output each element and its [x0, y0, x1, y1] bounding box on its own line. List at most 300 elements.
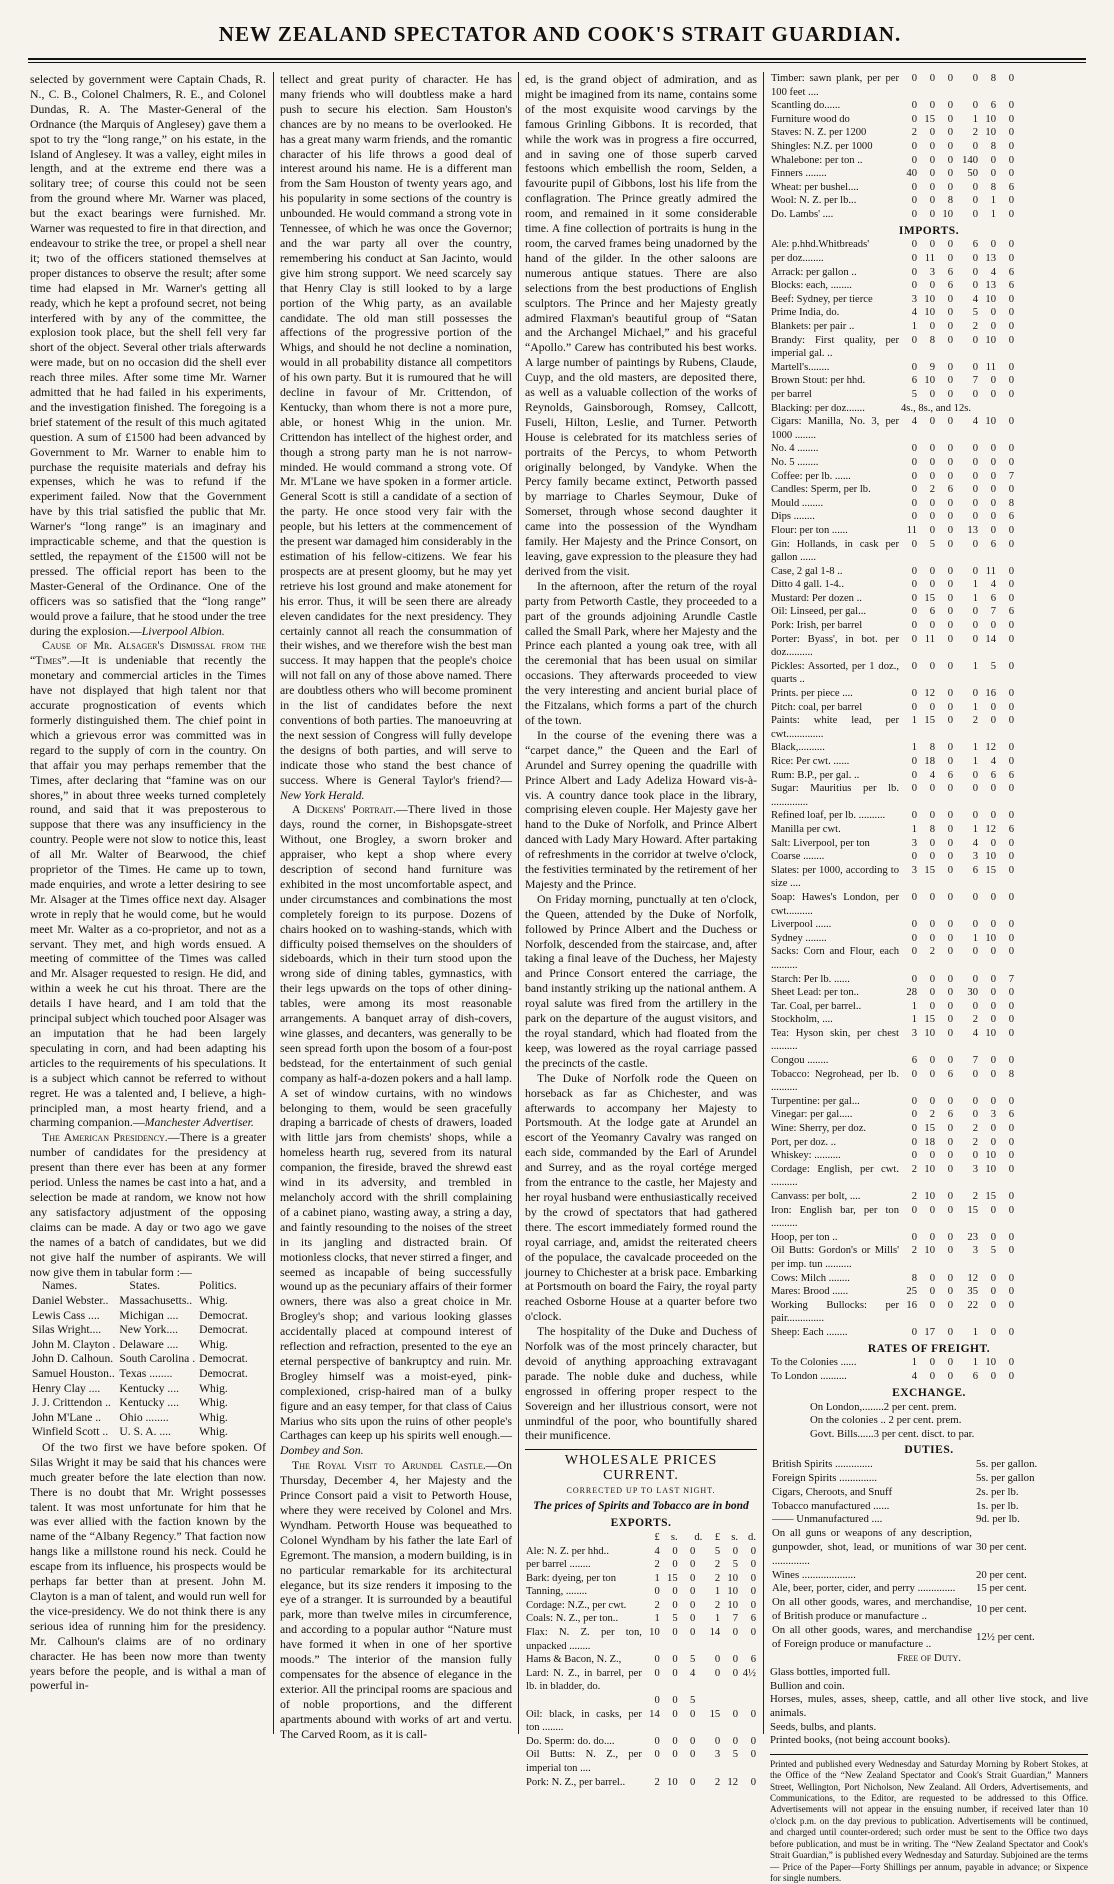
price-value: 0	[929, 511, 935, 523]
price-value: 0	[1008, 1272, 1014, 1284]
price-value: 0	[732, 1654, 738, 1666]
price-item: Prime India, do.	[771, 307, 840, 319]
price-value: 0	[947, 1326, 953, 1338]
price-item: Porter: Byass', in bot. per doz..........	[771, 633, 899, 659]
price-value: 4	[972, 837, 978, 849]
import-row	[770, 1163, 1015, 1190]
export-row	[770, 113, 1015, 127]
price-value: 0	[1008, 1286, 1014, 1298]
price-value: 0	[947, 470, 953, 482]
price-value: 6	[947, 769, 953, 781]
article-paragraph: The Royal Visit to Arundel Castle.—On Thursday, December 4, her Majesty and the Prince Consort paid a visit to Petworth House, where they were received by Colonel and Mrs. Wyndham. Petworth House was bequeathed to Colonel Wyndham by his father the late Earl of Egremont. The mansion, a modern building, is in no particular remarkable for its architectural elegance, but its size renders it imposing to the eye of a stranger. It is surrounded by a beautiful park, more than twelve miles in circumference, and according to a popular author “Nature must have formed it when in one of her sportive moods.” The interior of the mansion fully compensates for the absence of elegance in the exterior. All the principal rooms are spacious and of noble proportions, and the different apartments abound with works of art and vertu. The Carved Room, as it is call-	[280, 1458, 512, 1741]
price-value: 0	[714, 1667, 721, 1679]
price-value: 0	[1008, 742, 1014, 754]
price-value: 0	[672, 1749, 678, 1761]
price-value: 0	[947, 1371, 953, 1383]
free-item: Printed books, (not being account books).	[770, 1734, 951, 1747]
price-value: 0	[929, 837, 935, 849]
price-value: 0	[714, 1735, 721, 1747]
price-value: 0	[947, 688, 953, 700]
export-row	[525, 1572, 757, 1586]
price-value: 0	[947, 1272, 953, 1284]
price-value: 0	[911, 73, 917, 84]
table-row	[30, 1411, 250, 1426]
price-value: 0	[690, 1599, 696, 1611]
price-value: 6	[972, 864, 978, 876]
exchange-list	[770, 1401, 1088, 1442]
export-row	[525, 1694, 757, 1708]
price-value: 0	[990, 484, 996, 496]
price-value: 0	[1008, 127, 1014, 139]
price-item: Pitch: coal, per barrel	[771, 701, 863, 713]
price-value: 0	[1008, 1055, 1014, 1067]
price-value: 0	[911, 470, 917, 482]
price-item: Liverpool ......	[771, 919, 832, 931]
unit-label: £	[714, 1531, 721, 1543]
price-value: 0	[911, 565, 917, 577]
price-value: 0	[972, 1068, 978, 1080]
price-value: 0	[911, 1204, 917, 1216]
import-row	[770, 524, 1015, 538]
price-value: 0	[947, 1014, 953, 1026]
price-value: 0	[947, 140, 953, 152]
import-row	[770, 864, 1015, 891]
price-item: Sacks: Corn and Flour, each ..........	[771, 946, 899, 971]
price-value: 0	[947, 606, 953, 618]
price-value: 0	[911, 851, 917, 863]
price-item: Sheep: Each ........	[771, 1326, 848, 1338]
price-value: 10	[985, 1027, 996, 1039]
price-value: 0	[947, 1095, 953, 1107]
import-row	[770, 945, 1015, 972]
price-value: 0	[929, 1357, 935, 1369]
price-value: 0	[732, 1667, 738, 1679]
import-row	[770, 320, 1015, 334]
import-row	[770, 782, 1015, 809]
import-row	[770, 1149, 1015, 1163]
price-value: 0	[947, 1299, 953, 1311]
import-row	[770, 918, 1015, 932]
price-value: 0	[990, 620, 996, 632]
price-value: 0	[750, 1586, 756, 1598]
price-value: 0	[947, 456, 953, 468]
price-value: 0	[1008, 987, 1014, 999]
unit-label: s.	[670, 1531, 678, 1543]
price-value: 1	[972, 579, 978, 591]
price-value: 0	[972, 606, 978, 618]
price-value: 6	[990, 592, 996, 604]
candidate-name: Daniel Webster..	[32, 1294, 109, 1307]
import-row	[770, 973, 1015, 987]
price-value: 1	[972, 756, 978, 767]
price-value: 3	[911, 293, 917, 305]
price-value: 3	[714, 1749, 721, 1761]
price-value: 140	[962, 154, 978, 166]
price-item: Prints. per piece ....	[771, 688, 853, 700]
price-value: 2	[911, 127, 917, 139]
price-value: 0	[672, 1599, 678, 1611]
price-value: 0	[947, 810, 953, 822]
price-value: 0	[990, 168, 996, 180]
price-item: Oil: black, in casks, per ton ........	[526, 1708, 642, 1734]
price-item: Brandy: First quality, per imperial gal. ..	[771, 334, 899, 360]
price-value: 0	[911, 1123, 917, 1135]
price-value: 5	[929, 538, 935, 550]
price-value: 0	[947, 660, 953, 672]
price-value: 8	[929, 742, 935, 754]
price-item: Rum: B.P., per gal. ..	[771, 769, 860, 781]
price-value: 0	[911, 140, 917, 152]
price-value: 0	[972, 361, 978, 373]
price-value: 0	[911, 810, 917, 822]
price-item: Blacking: per doz.......	[771, 402, 865, 414]
price-value: 0	[654, 1749, 660, 1761]
price-item: To London ..........	[771, 1371, 847, 1383]
price-item: Hams & Bacon, N. Z.,	[526, 1654, 622, 1666]
price-value: 0	[972, 181, 978, 193]
price-value: 0	[1008, 864, 1014, 876]
candidate-politics: Democrat.	[199, 1308, 248, 1322]
export-row	[525, 1708, 757, 1735]
price-value: 0	[911, 660, 917, 672]
masthead-rule	[28, 58, 1086, 60]
price-value: 0	[947, 823, 953, 835]
price-value: 0	[990, 1272, 996, 1284]
candidate-politics: Whig.	[199, 1381, 228, 1395]
price-value: 1	[714, 1613, 721, 1625]
candidate-name: Samuel Houston..	[32, 1366, 115, 1380]
price-item: Tanning, ........	[526, 1586, 588, 1598]
price-value: 0	[947, 565, 953, 577]
price-value: 15	[924, 592, 935, 604]
unit-label: £	[654, 1531, 660, 1543]
price-value: 0	[947, 1231, 953, 1243]
price-value: 0	[929, 1000, 935, 1012]
table-header: Names.	[42, 1279, 78, 1293]
price-value: 0	[911, 1150, 917, 1162]
price-value: 6	[947, 1109, 953, 1121]
price-value: 0	[911, 334, 917, 346]
duty-rate: 20 per cent.	[976, 1568, 1027, 1581]
price-value: 10	[985, 851, 996, 863]
price-value: 0	[990, 375, 996, 387]
duties-heading: DUTIES.	[904, 1444, 954, 1457]
price-value: 0	[911, 511, 917, 523]
export-row	[770, 208, 1015, 222]
import-row	[770, 1013, 1015, 1027]
article-paragraph: In the course of the evening there was a “carpet dance,” the Queen and the Earl of Arundel and Surrey opening the quadrille with Prince Albert and Lady Adeliza Howard vis-à-vis. A country dance took place in the library, comprising eleven couple. Her Majesty gave her hand to the Duke of Norfolk, and Prince Albert danced with Lady Mary Howard. After partaking of refreshments in the corridor at twelve o'clock, the festivities terminated by the retirement of her Majesty and the Prince.	[525, 727, 757, 891]
price-item: Pork: N. Z., per barrel..	[526, 1776, 626, 1788]
price-item: Gin: Hollands, in cask per gallon ......	[771, 538, 899, 564]
price-value: 0	[990, 154, 996, 166]
price-value: 0	[947, 1123, 953, 1135]
export-row	[770, 167, 1015, 181]
price-value: 0	[947, 375, 953, 387]
price-value: 0	[929, 443, 935, 455]
duty-rate: 5s. per gallon.	[976, 1458, 1038, 1471]
price-value: 15	[967, 1204, 978, 1216]
price-value: 0	[947, 1027, 953, 1039]
price-value: 0	[1008, 195, 1014, 207]
price-item: Port, per doz. ..	[771, 1136, 837, 1148]
import-row	[770, 402, 1015, 416]
price-value: 0	[1008, 1123, 1014, 1135]
duty-item: Cigars, Cheroots, and Snuff	[772, 1485, 893, 1498]
price-value: 0	[947, 1000, 953, 1012]
masthead-rule-thin	[28, 62, 1086, 63]
price-item: Sugar: Mauritius per lb. ..............	[771, 783, 899, 808]
price-value: 0	[672, 1735, 678, 1747]
import-row	[770, 470, 1015, 484]
price-value: 5	[732, 1559, 738, 1571]
export-row	[525, 1667, 757, 1694]
price-item: Pickles: Assorted, per 1 doz., quarts ..	[771, 660, 899, 686]
candidate-name: Winfield Scott ..	[32, 1425, 109, 1439]
price-value: 0	[1008, 113, 1014, 125]
article-paragraph: tellect and great purity of character. He has many friends who will doubtless make a hard push to secure his election. Sam Houston's chances are by no means to be overlooked. He has a great many warm friends, and the romantic character of his life throws a good deal of interest around his name. He is a different man from the Sam Houston of twenty years ago, and his popularity in some sections of the country is unbounded. He would command a strong vote in Tennessee, of which he was once the Governor; and the war party all over the country, remembering his conduct at San Jacinto, would give him strong support. We need scarcely say that Henry Clay is still looked to by a large portion of the Whig party, as an available candidate. The old man still possesses the affections of the progressive portion of the Whigs, and should he not decline a nomination, would in all probability distance all competitors of his own party. But it is rumoured that he will decline in favour of Mr. Crittendon, of Kentucky, than whom there is not a more pure, able, or honest Whig in the union. Mr. Crittendon has intellect of the highest order, and though a strong party man he is not narrow-minded. He would command a strong vote. Of Mr. M'Lane we have spoken in a former article. General Scott is still a candidate of a section of the party. He once stood very fair with the people, but his letters at the commencement of the present war damaged him considerably in the estimation of his fellow-citizens. We fear his prospects are at present gloomy, but he may yet retrieve his lost ground and make atonement for his error. Thus, it will be seen there are already eleven candidates for the next presidency. They certainly cannot all reach the consummation of their wishes, and we therefore wish the best man success. It may happen that the people's choice will not fall on any of those above named. There are doubtless others who will become prominent in the list of candidates before the next conventions of both parties. The manoeuvring at the next session of Congress will fully develope the designs of both parties, and will serve to indicate those who stand the best chance of success. Where is General Taylor's friend?—New York Herald.	[280, 72, 512, 802]
price-value: 6	[990, 769, 996, 781]
price-item: To the Colonies ......	[771, 1357, 857, 1369]
article-paragraph: In the afternoon, after the return of the royal party from Petworth Castle, they proceeded to a part of the grounds adjoining Arundle Castle called the Small Park, where her Majesty and the Prince each planted a young oak tree, with all the ceremonial that has been usual on similar occasions. They afterwards proceeded to view the very interesting and ancient burial place of the Fitzalans, which forms a part of the church of the town.	[525, 578, 757, 727]
duty-row	[770, 1624, 1039, 1652]
price-value: 0	[750, 1776, 756, 1788]
price-value: 0	[1008, 851, 1014, 863]
price-value: 1	[911, 1014, 917, 1026]
price-value: 2	[972, 1191, 978, 1202]
import-row	[770, 809, 1015, 823]
import-row	[770, 1000, 1015, 1014]
price-value: 0	[1008, 932, 1014, 944]
price-value: 10	[727, 1572, 738, 1584]
price-value: 15	[924, 715, 935, 727]
price-value: 1	[911, 1357, 917, 1369]
price-item: Ale: p.hhd.Whitbreads'	[771, 239, 870, 251]
article-paragraph: A Dickens' Portrait.—There lived in those days, round the corner, in Bishopsgate-street Without, one Brogley, a sworn broker and appraiser, who kept a shop where every description of second hand furniture was exhibited in the most uncomfortable aspect, and under circumstances and combinations the most completely foreign to its purpose. Dozens of chairs hooked on to washing-stands, which with difficulty poised themselves on the shoulders of sideboards, which in their turn stood upon the wrong side of dining tables, gymnastics, with their legs upwards on the tops of other dining-tables, were among its most reasonable arrangements. A banquet array of dish-covers, wine glasses, and decanters, was generally to be seen spread forth upon the bosom of a four-post bedstead, for the entertainment of such genial company as half-a-dozen pokers and a hall lamp. A set of window curtains, with no windows belonging to them, would be seen gracefully draping a barricade of chests of drawers, loaded with little jars from chemists' shops, while a homeless hearth rug, severed from its natural companion, the fireside, braved the shrewd east wind in its adversity, and trembled in melancholy accord with the shrill complaining of a cabinet piano, wasting away, a string a day, and faintly resounding to the noises of the street in its jangling and distracted brain. Of motionless clocks, that never stirred a finger, and seemed as incapable of being successfully wound up as the pecuniary affairs of their former owners, there was also a great choice in Mr. Brogley's shop; and various looking glasses accidentally placed at compound interest of reflection and refraction, presented to the eye an eternal perspective of bankruptcy and ruin. Mr. Brogley himself was a moist-eyed, pink-complexioned, crisp-haired man of a bulky figure and an easy temper, for that class of Caius Marius who sits upon the ruins of other people's Carthages can keep up his spirits well enough.—Dombey and Son.	[280, 802, 512, 1458]
price-value: 2	[972, 715, 978, 727]
price-value: 2	[911, 1191, 917, 1202]
price-item: Manilla per cwt.	[771, 823, 841, 835]
price-value: 0	[990, 511, 996, 523]
export-row	[770, 140, 1015, 154]
price-value: 0	[972, 1109, 978, 1121]
price-item: Refined loaf, per lb. ..........	[771, 810, 886, 822]
price-value: 0	[929, 1299, 935, 1311]
import-row	[770, 891, 1015, 918]
price-value: 0	[929, 660, 935, 672]
price-value: 0	[1008, 946, 1014, 958]
price-value: 0	[947, 416, 953, 428]
price-value: 0	[1008, 565, 1014, 577]
import-row	[770, 442, 1015, 456]
price-value: 0	[972, 538, 978, 550]
price-item: Wheat: per bushel....	[771, 181, 859, 193]
article-paragraph: Of the two first we have before spoken. Of Silas Wright it may be said that his chances were much greater before the late election than now. There is no doubt that Mr. Wright possesses talent. It was most unfortunate for him that he was ever allied with the faction known by the name of the “Albany Regency.” That faction now hangs like a millstone round his neck. Could he escape from its influence, his prospects would be perhaps far better than at present. John M. Clayton is a man of talent, and would run well for the vice-presidency. We do not think there is any serious idea of running him for the presidency. Mr. Calhoun's claims are of no ordinary character. He has been now more than twenty years before the people, and is withal a man of powerful in-	[30, 1439, 266, 1693]
table-row	[30, 1323, 250, 1338]
price-value: 0	[947, 891, 953, 903]
article-paragraph: Cause of Mr. Alsager's Dismissal from the “Times”.—It is undeniable that recently the monetary and commercial articles in the Times have not displayed that high talent nor that accurate prognostication of events which formerly distinguished them. The chief point in which a grievous error was committed was in regard to the supply of corn in the country. On that affair you may perhaps remember that the Times, after declaring that “famine was on our shores,” in about three weeks turned completely round, and said that it was preposterous to suppose that there was any insufficiency in the country. People were not slow to notice this, least of all Mr. Walter of Bearwood, the chief proprietor of the Times. He came up to town, made enquiries, and wrote a letter desiring to see Mr. Alsager at the Times office next day. Alsager wrote in reply that he would come, but he would meet Mr. Walter as a co-proprietor, and not as a servant. They met, and high words ensued. A meeting of committee of the Times was called and Mr. Alsager requested to resign. He did, and within a week he cut his throat. There are the details I have heard, and I am told that the principal subject which touched poor Alsager was an imputation that he had been largely speculating in corn, and had been adapting his articles to the requirements of his speculations. It is a subject which cannot be referred to without regret. He was a talented and, I believe, a high-principled man, a most hearty friend, and a charming companion.—Manchester Advertiser.	[30, 638, 266, 1130]
price-value: 0	[972, 195, 978, 207]
price-value: 0	[929, 851, 935, 863]
price-value: 3	[972, 1163, 978, 1175]
import-row	[770, 483, 1015, 497]
price-value: 2	[714, 1572, 721, 1584]
price-value: 4	[654, 1545, 660, 1557]
price-item: Tobacco: Negrohead, per lb. ..........	[771, 1068, 899, 1094]
price-value: 0	[929, 181, 935, 193]
price-value: 0	[911, 100, 917, 112]
duty-row	[770, 1472, 1039, 1486]
price-value: 0	[1008, 1014, 1014, 1026]
exchange-item: On London,........2 per cent. prem.	[810, 1400, 957, 1413]
price-value: 0	[947, 579, 953, 591]
price-value: 0	[1008, 375, 1014, 387]
price-item: Canvass: per bolt, ....	[771, 1191, 861, 1202]
price-value: 0	[732, 1627, 738, 1639]
price-value: 0	[911, 620, 917, 632]
price-value: 0	[947, 987, 953, 999]
price-value: 1	[654, 1572, 660, 1584]
import-row	[770, 633, 1015, 660]
price-value: 10	[985, 932, 996, 944]
candidate-politics: Whig.	[199, 1396, 228, 1410]
import-row	[770, 619, 1015, 633]
price-value: 0	[929, 1095, 935, 1107]
duty-item: On all other goods, wares, and merchandise of Foreign produce or manufacture ..	[772, 1623, 972, 1650]
export-row	[525, 1626, 757, 1653]
price-item: Paints: white lead, per cwt..............	[771, 715, 899, 740]
exchange-item: Govt. Bills......3 per cent. disct. to par.	[810, 1427, 975, 1440]
price-value: 0	[1008, 1371, 1014, 1383]
duty-row	[770, 1582, 1039, 1596]
candidate-politics: Democrat.	[199, 1323, 248, 1337]
price-value: 1	[911, 742, 917, 754]
price-value: 0	[732, 1545, 738, 1557]
import-row	[770, 1190, 1015, 1204]
price-item: Iron: English bar, per ton ..........	[771, 1204, 899, 1230]
price-value: 6	[1008, 769, 1014, 781]
price-value: 0	[911, 280, 917, 292]
price-value: 10	[727, 1599, 738, 1611]
price-value: 0	[947, 701, 953, 713]
article-heading: Cause of Mr. Alsager's Dismissal from the “Times”.	[30, 638, 266, 668]
export-row	[525, 1558, 757, 1572]
price-value: 0	[929, 565, 935, 577]
price-value: 16	[985, 688, 996, 700]
price-value: 1	[972, 932, 978, 944]
candidate-name: Silas Wright....	[32, 1323, 102, 1337]
price-value: 0	[947, 1150, 953, 1162]
duty-item: Wines ....................	[772, 1568, 856, 1581]
price-item: Whiskey: ..........	[771, 1150, 841, 1162]
price-value: 0	[972, 1150, 978, 1162]
price-item: Salt: Liverpool, per ton	[771, 837, 870, 849]
price-value: 0	[947, 524, 953, 536]
price-value: 2	[714, 1776, 721, 1788]
price-value: 4	[911, 416, 917, 428]
price-value: 6	[1008, 511, 1014, 523]
price-value: 0	[990, 1136, 996, 1148]
price-value	[739, 1694, 757, 1708]
candidates-table	[30, 1279, 250, 1440]
price-item: Lard: N. Z., in barrel, per lb. in bladder, do.	[526, 1667, 642, 1693]
price-value: 0	[1008, 1027, 1014, 1039]
price-item: Ale: N. Z. per hhd..	[526, 1545, 609, 1557]
price-value: 5	[972, 307, 978, 319]
price-item: Pork: Irish, per barrel	[771, 620, 863, 632]
price-value: 0	[947, 73, 953, 84]
price-value: 0	[947, 592, 953, 604]
export-row	[770, 126, 1015, 140]
imprint: Printed and published every Wednesday and Saturday Morning by Robert Stokes, at the Office of the “New Zealand Spectator and Cook's Strait Guardian,” Manners Street, Wellington, Port Nicholson, New Zealand. All Orders, Advertisements, and Communications, to the Editor, are requested to be addressed to this Office. Advertisements will not appear in the ensuing number, if received later than 10 o'clock p.m. on the day previous to publication. Advertisements will be continued, and charged until counter-ordered; such order must be sent to the Office two days before publication, and must be in writing. The “New Zealand Spectator and Cook's Strait Guardian,” is published every Wednesday and Saturday. Subjoined are the terms— Price of the Paper—Forty Shillings per annum, payable in advance; or Sixpence for single numbers.	[770, 1754, 1088, 1884]
price-value: 0	[750, 1599, 756, 1611]
price-value: 0	[990, 1000, 996, 1012]
price-value: 10	[985, 127, 996, 139]
price-value: 0	[1008, 538, 1014, 550]
price-value: 2	[972, 1136, 978, 1148]
price-value: 23	[967, 1231, 978, 1243]
price-value: 0	[990, 1326, 996, 1338]
price-value: 0	[929, 140, 935, 152]
price-value: 5	[714, 1545, 721, 1557]
price-value: 0	[911, 361, 917, 373]
price-value: 0	[929, 416, 935, 428]
price-value: 0	[911, 783, 917, 795]
candidate-state: U. S. A. ....	[119, 1425, 171, 1439]
price-value: 3	[911, 837, 917, 849]
price-item: No. 5 ........	[771, 456, 819, 468]
price-value: 5	[990, 660, 996, 672]
price-value: 13	[985, 253, 996, 265]
price-value: 0	[672, 1627, 678, 1639]
price-value: 0	[990, 837, 996, 849]
import-row	[770, 252, 1015, 266]
price-value: 0	[990, 715, 996, 727]
price-value: 6	[1008, 266, 1014, 278]
price-value: 1	[911, 823, 917, 835]
export-row	[770, 99, 1015, 113]
price-value: 0	[1008, 1000, 1014, 1012]
price-value: 13	[985, 280, 996, 292]
import-row	[770, 1068, 1015, 1095]
price-value: 0	[654, 1586, 660, 1598]
duty-row	[770, 1486, 1039, 1500]
candidate-state: Ohio ........	[119, 1410, 169, 1424]
price-value: 28	[906, 987, 917, 999]
price-value: 0	[990, 1055, 996, 1067]
duty-item: British Spirits ..............	[772, 1458, 873, 1471]
import-row	[770, 592, 1015, 606]
price-value: 35	[967, 1286, 978, 1298]
price-value: 1	[972, 592, 978, 604]
price-value: 0	[947, 127, 953, 139]
price-value: 1	[990, 195, 996, 207]
price-value: 0	[911, 579, 917, 591]
price-value: 15	[985, 1191, 996, 1202]
price-value: 0	[972, 443, 978, 455]
imports-heading: IMPORTS.	[898, 224, 960, 237]
price-value: 0	[690, 1627, 696, 1639]
price-value: 1	[972, 660, 978, 672]
price-value: 0	[990, 891, 996, 903]
price-value: 0	[972, 891, 978, 903]
price-value: 10	[985, 416, 996, 428]
import-row	[770, 1204, 1015, 1231]
price-value: 0	[1008, 456, 1014, 468]
units-row	[525, 1531, 757, 1545]
import-row	[770, 306, 1015, 320]
price-value: 18	[924, 756, 935, 767]
price-value: 11	[924, 633, 935, 645]
